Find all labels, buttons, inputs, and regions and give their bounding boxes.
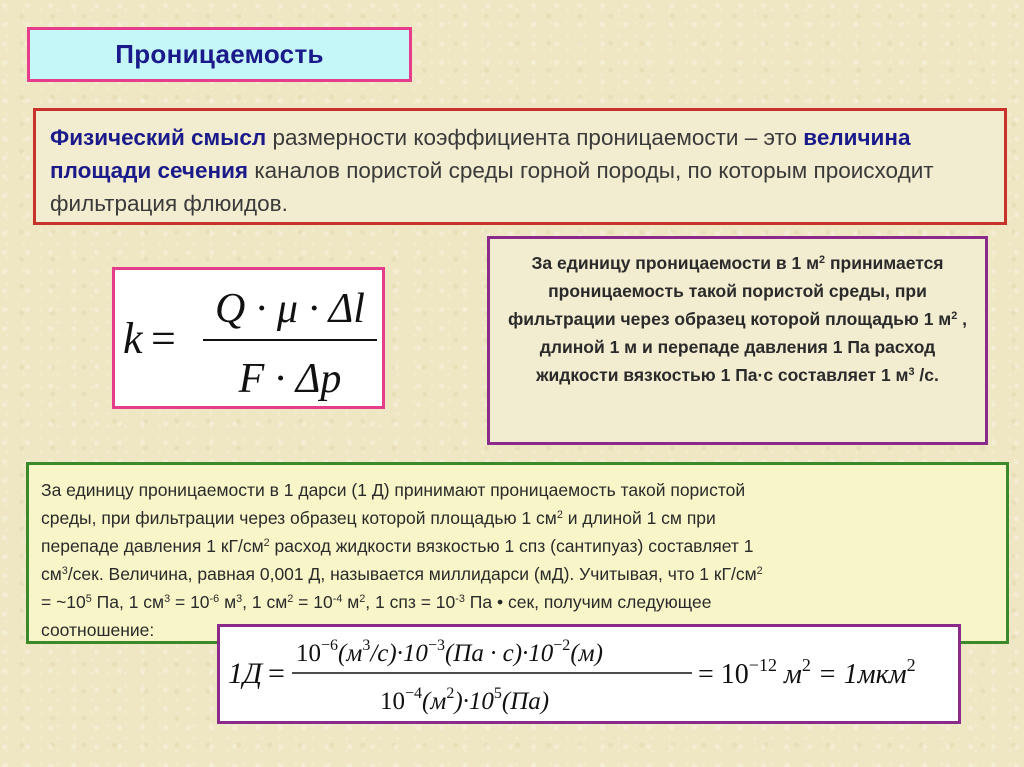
title-box (27, 27, 412, 82)
unit-sup-1: 2 (819, 254, 826, 267)
darcy-line-3 (41, 532, 994, 560)
darcy-sup: 3 (61, 565, 68, 578)
formula-denominator: F · Δp (238, 356, 342, 402)
eq-res-part: м (776, 659, 802, 690)
darcy-text: Па • сек, получим следующее (464, 592, 712, 612)
intro-highlight-physical-meaning: Физический смысл (50, 125, 267, 150)
eq-den-exp: 2 (446, 685, 455, 702)
slide-title: Проницаемость (115, 39, 324, 69)
eq-num-part: /с)·10 (370, 640, 428, 667)
eq-num-exp: −2 (553, 637, 571, 654)
formula-equals: = (151, 314, 176, 363)
eq-num-exp: 3 (362, 637, 371, 654)
intro-text-1: размерности коэффициента проницаемости – это (266, 125, 804, 150)
eq-num-exp: −6 (321, 637, 339, 654)
darcy-sup: 2 (556, 509, 563, 522)
darcy-text: /сек. Величина, равная 0,001 Д, называется миллидарси (мД). Учитывая, что 1 кГ/см (67, 564, 757, 584)
unit-text-4: /с. (914, 365, 939, 385)
formula-numerator: Q · μ · Δl (215, 286, 365, 332)
eq-res-part: = 10 (698, 659, 749, 690)
darcy-sup: -6 (209, 593, 220, 606)
darcy-line-1: За единицу проницаемости в 1 дарси (1 Д) принимают проницаемость такой пористой (41, 480, 746, 500)
darcy-text: , 1 спз = 10 (365, 592, 456, 612)
unit-sup-2: 2 (951, 310, 958, 323)
darcy-text: см (41, 564, 62, 584)
darcy-text: расход жидкости вязкостью 1 спз (сантипуаз) составляет 1 (269, 536, 754, 556)
eq-num-part: (м) (570, 640, 603, 667)
eq-den-part: 10 (380, 688, 405, 715)
darcy-sup: -4 (332, 593, 343, 606)
darcy-text: = ~10 (41, 592, 86, 612)
darcy-text: Па, 1 см (91, 592, 165, 612)
eq-num-exp: −3 (427, 637, 445, 654)
unit-m2-definition-box (487, 236, 988, 445)
darcy-line-2 (41, 504, 994, 532)
darcy-conversion-equation-box (217, 624, 961, 724)
eq-num-part: 10 (296, 640, 321, 667)
eq-numerator (296, 637, 603, 667)
eq-den-part: (Па) (501, 688, 550, 715)
darcy-line-5 (41, 588, 994, 616)
darcy-conversion-equation (220, 627, 958, 721)
formula-lhs: k (123, 314, 143, 363)
eq-denominator (380, 685, 549, 715)
darcy-text: м (219, 592, 237, 612)
intro-highlight-cross-section: величина площади сечения (50, 125, 911, 183)
eq-lhs: 1Д (228, 657, 263, 690)
darcy-text: = 10 (293, 592, 333, 612)
darcy-sup: -3 (455, 593, 465, 606)
unit-sup-3: 3 (908, 366, 915, 379)
eq-den-part: )·10 (454, 688, 494, 715)
eq-res-exp: 2 (801, 655, 811, 675)
unit-text-2: принимается проницаемость такой пористой среды, при фильтрации через образец которой площадью 1 м (507, 253, 952, 329)
eq-den-exp: −4 (405, 685, 423, 702)
unit-text-3: , длиной 1 м и перепаде давления 1 Па расход жидкости вязкостью 1 Па·с составляет 1 м (536, 309, 968, 385)
darcy-sup: 3 (164, 593, 171, 606)
eq-den-part: (м (422, 688, 447, 715)
unit-text-1: За единицу проницаемости в 1 м (531, 253, 820, 273)
darcy-sup: 2 (263, 537, 270, 550)
darcy-sup: 3 (236, 593, 243, 606)
darcy-line-4 (41, 560, 994, 588)
eq-result (698, 655, 916, 690)
darcy-sup: 2 (287, 593, 294, 606)
darcy-text: и длиной 1 см при (562, 508, 716, 528)
darcy-line-6: соотношение: (41, 620, 155, 640)
darcy-sup: 5 (85, 593, 92, 606)
eq-num-part: (Па · с)·10 (444, 640, 554, 667)
darcy-text: м (342, 592, 360, 612)
eq-res-exp: −12 (748, 655, 777, 675)
eq-equals-1: = (268, 657, 285, 690)
darcy-text: = 10 (170, 592, 210, 612)
darcy-text: перепаде давления 1 кГ/см (41, 536, 264, 556)
darcy-sup: 2 (359, 593, 366, 606)
permeability-formula (115, 270, 382, 406)
intro-paragraph-box (33, 108, 1007, 225)
darcy-text: среды, при фильтрации через образец которой площадью 1 см (41, 508, 557, 528)
permeability-formula-box (112, 267, 385, 409)
eq-res-part: = 1мкм (810, 659, 907, 690)
darcy-sup: 2 (756, 565, 763, 578)
darcy-definition-box (26, 462, 1009, 644)
eq-den-exp: 5 (493, 685, 502, 702)
eq-res-exp: 2 (906, 655, 916, 675)
intro-text-2: каналов пористой среды горной породы, по которым происходит фильтрация флюидов. (50, 158, 934, 216)
eq-num-part: (м (338, 640, 363, 667)
darcy-text: , 1 см (242, 592, 288, 612)
